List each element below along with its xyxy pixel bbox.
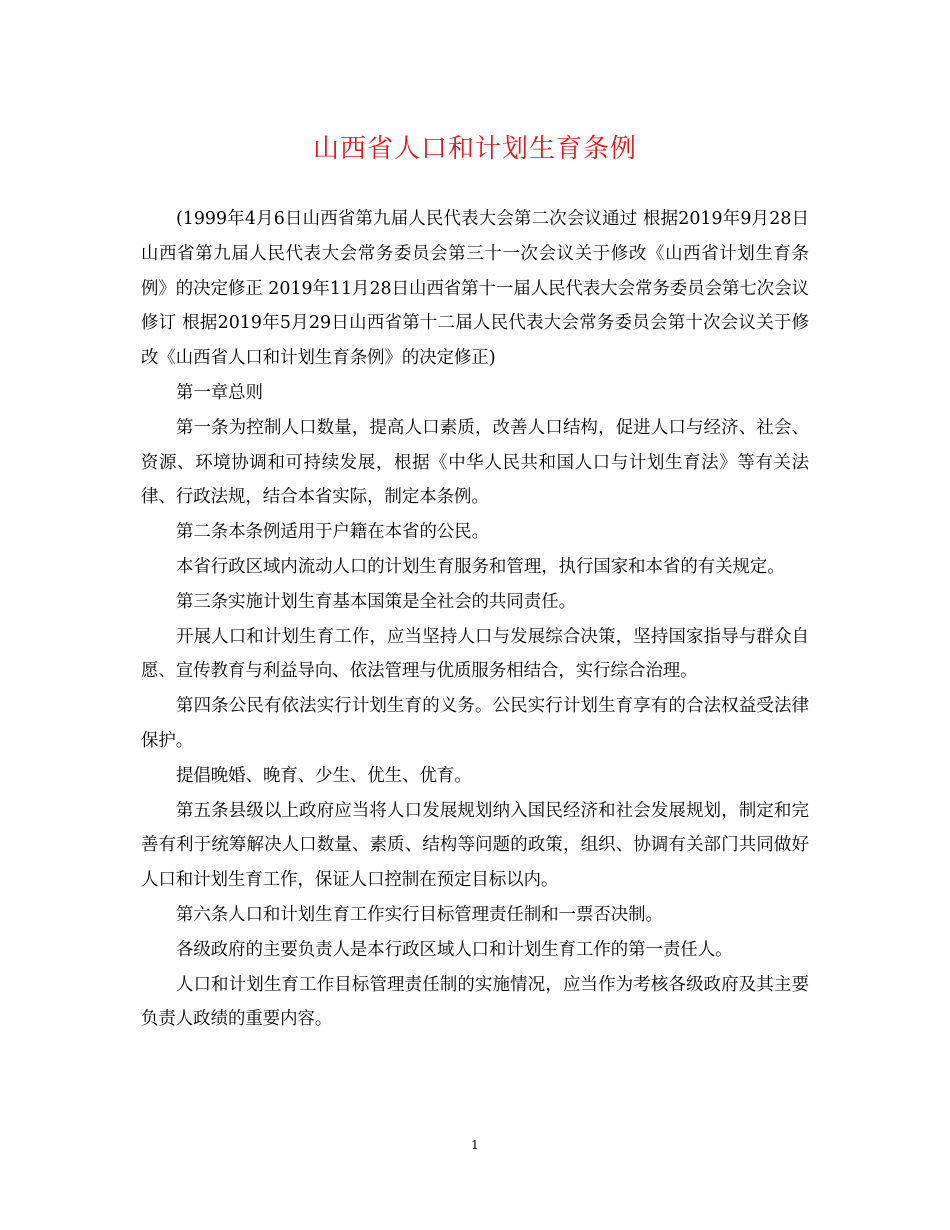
- article-paragraph: 人口和计划生育工作目标管理责任制的实施情况，应当作为考核各级政府及其主要负责人政绩的重要内容。: [141, 974, 809, 1030]
- chapter-heading: 第一章总则: [176, 382, 263, 403]
- article-paragraph: 本省行政区域内流动人口的计划生育服务和管理，执行国家和本省的有关规定。: [176, 556, 785, 577]
- document-body: [141, 202, 809, 1037]
- article-paragraph: 第三条实施计划生育基本国策是全社会的共同责任。: [176, 591, 576, 612]
- page-number: 1: [471, 1138, 479, 1152]
- article-paragraph: 第二条本条例适用于户籍在本省的公民。: [176, 522, 490, 543]
- article-paragraph: 第六条人口和计划生育工作实行目标管理责任制和一票否决制。: [176, 904, 663, 925]
- article-paragraph: 提倡晚婚、晚育、少生、优生、优育。: [176, 765, 472, 786]
- article-paragraph: 开展人口和计划生育工作，应当坚持人口与发展综合决策，坚持国家指导与群众自愿、宣传教育与利益导向、依法管理与优质服务相结合，实行综合治理。: [141, 626, 809, 682]
- article-paragraph: 第四条公民有依法实行计划生育的义务。公民实行计划生育享有的合法权益受法律保护。: [141, 696, 809, 751]
- preamble-paragraph: (1999年4月6日山西省第九届人民代表大会第二次会议通过 根据2019年9月28日山西省第九届人民代表大会常务委员会第三十一次会议关于修改《山西省计划生育条例》的决定修正 2019年11月28日山西省第十一届人民代表大会常务委员会第七次会议修订 根据2019年5月29日山西省第十二届人民代表大会常务委员会第十次会议关于修改《山西省人口和计划生育条例》的决定修正): [141, 209, 809, 369]
- article-paragraph: 第一条为控制人口数量，提高人口素质，改善人口结构，促进人口与经济、社会、资源、环境协调和可持续发展，根据《中华人民共和国人口与计划生育法》等有关法律、行政法规，结合本省实际，制定本条例。: [141, 417, 809, 508]
- article-paragraph: 各级政府的主要负责人是本行政区域人口和计划生育工作的第一责任人。: [176, 939, 733, 960]
- article-paragraph: 第五条县级以上政府应当将人口发展规划纳入国民经济和社会发展规划，制定和完善有利于统筹解决人口数量、素质、结构等问题的政策，组织、协调有关部门共同做好人口和计划生育工作，保证人口控制在预定目标以内。: [141, 800, 809, 891]
- document-title: 山西省人口和计划生育条例: [312, 134, 637, 164]
